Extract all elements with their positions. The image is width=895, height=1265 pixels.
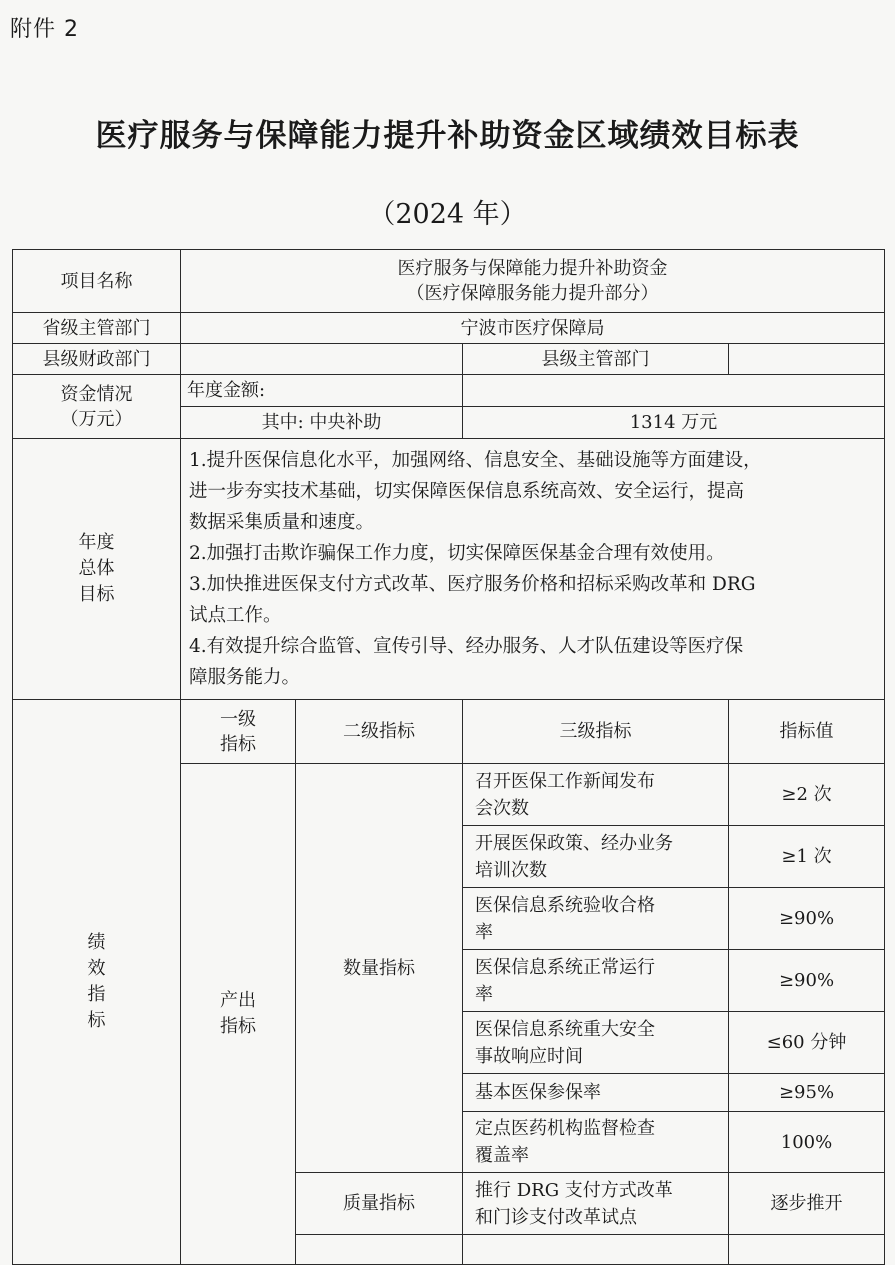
page-title: 医疗服务与保障能力提升补助资金区域绩效目标表 [95,118,800,154]
county-finance-value [181,344,463,375]
year-label: （2024 年） [368,199,527,230]
output-indicator-label [181,764,296,1265]
indicator-value: ≥2 次 [729,764,885,826]
perf-label-char: 指 [87,984,106,1005]
level3-cell: 基本医保参保率 [463,1074,729,1112]
row-annual-goals [13,439,885,700]
funds-label-line1: 资金情况 [60,383,133,405]
indicator-value: ≥95% [729,1074,885,1112]
continuation-cell [729,1235,885,1265]
attachment-label: 附件 2 [10,17,79,42]
county-dept-label: 县级主管部门 [463,344,729,375]
indicator-value: ≥90% [729,888,885,950]
annual-goals-label [13,439,181,700]
level3-cell [463,764,729,826]
annual-goals-label-line2: 总体 [78,558,115,579]
level3-line: 医保信息系统重大安全 [475,1018,655,1040]
indicator-value: ≥1 次 [729,826,885,888]
row-annual-amount [13,375,885,407]
goal-line: 3.加快推进医保支付方式改革、医疗服务价格和招标采购改革和 DRG [189,574,756,595]
header-level1 [181,700,296,764]
level3-cell [463,888,729,950]
indicator-value: ≥90% [729,950,885,1012]
continuation-cell [463,1235,729,1265]
annual-amount-label: 年度金额: [181,375,463,407]
provincial-dept-value: 宁波市医疗保障局 [181,313,885,344]
level3-line: 率 [475,921,493,943]
level3-line: 事故响应时间 [475,1045,583,1067]
annual-goals-text [181,439,885,700]
goal-line: 数据采集质量和速度。 [189,512,375,533]
indicator-value: ≤60 分钟 [729,1012,885,1074]
funds-label [13,375,181,439]
county-finance-label: 县级财政部门 [13,344,181,375]
level3-line: 率 [475,983,493,1005]
level3-line: 医保信息系统验收合格 [475,894,655,916]
row-provincial-dept [13,313,885,344]
indicator-value: 100% [729,1112,885,1173]
level3-cell [463,1012,729,1074]
level3-cell [463,1173,729,1235]
performance-target-table [12,249,885,1265]
goal-line: 障服务能力。 [189,667,301,688]
quantity-indicator-label: 数量指标 [296,764,463,1173]
level3-cell [463,1112,729,1173]
header-level1-line1: 一级 [220,708,256,730]
level3-line: 会次数 [475,797,529,819]
header-level1-line2: 指标 [220,733,256,755]
row-project-name [13,250,885,313]
level3-line: 和门诊支付改革试点 [475,1206,637,1228]
header-level3: 三级指标 [463,700,729,764]
funds-label-line2: （万元） [60,408,133,430]
goal-line: 4.有效提升综合监管、宣传引导、经办服务、人才队伍建设等医疗保 [189,636,744,657]
level3-line: 定点医药机构监督检查 [475,1118,655,1139]
goal-line: 进一步夯实技术基础，切实保障医保信息系统高效、安全运行，提高 [189,481,745,502]
perf-indicator-label [13,700,181,1265]
provincial-dept-label: 省级主管部门 [13,313,181,344]
level3-line: 培训次数 [475,859,547,881]
goal-line: 2.加强打击欺诈骗保工作力度，切实保障医保基金合理有效使用。 [189,543,725,564]
goal-line: 试点工作。 [189,605,282,626]
perf-label-char: 效 [87,958,106,979]
goal-line: 1.提升医保信息化水平，加强网络、信息安全、基础设施等方面建设， [189,450,762,471]
indicator-value: 逐步推开 [729,1173,885,1235]
level3-line: 推行 DRG 支付方式改革 [475,1179,673,1201]
annual-goals-label-line1: 年度 [78,532,115,553]
header-level2: 二级指标 [296,700,463,764]
annual-goals-label-line3: 目标 [78,584,115,605]
level3-line: 开展医保政策、经办业务 [475,832,673,854]
row-county-dept [13,344,885,375]
level3-cell [463,950,729,1012]
county-dept-value [729,344,885,375]
level3-line: 召开医保工作新闻发布 [475,770,655,792]
project-name-value [181,250,885,313]
perf-label-char: 绩 [87,932,106,953]
output-label-line1: 产出 [220,990,256,1011]
central-subsidy-value: 1314 万元 [463,407,885,439]
central-subsidy-label: 其中: 中央补助 [181,407,463,439]
output-label-line2: 指标 [220,1016,256,1037]
quality-indicator-label: 质量指标 [296,1173,463,1235]
project-name-label: 项目名称 [13,250,181,313]
row-indicator-header [13,700,885,764]
continuation-cell [296,1235,463,1265]
level3-line: 医保信息系统正常运行 [475,956,655,978]
level3-cell [463,826,729,888]
perf-label-char: 标 [87,1010,106,1031]
project-name-line2: （医疗保障服务能力提升部分） [406,283,659,304]
annual-amount-value [463,375,885,407]
header-value: 指标值 [729,700,885,764]
project-name-line1: 医疗服务与保障能力提升补助资金 [397,258,668,279]
level3-line: 覆盖率 [475,1145,529,1166]
